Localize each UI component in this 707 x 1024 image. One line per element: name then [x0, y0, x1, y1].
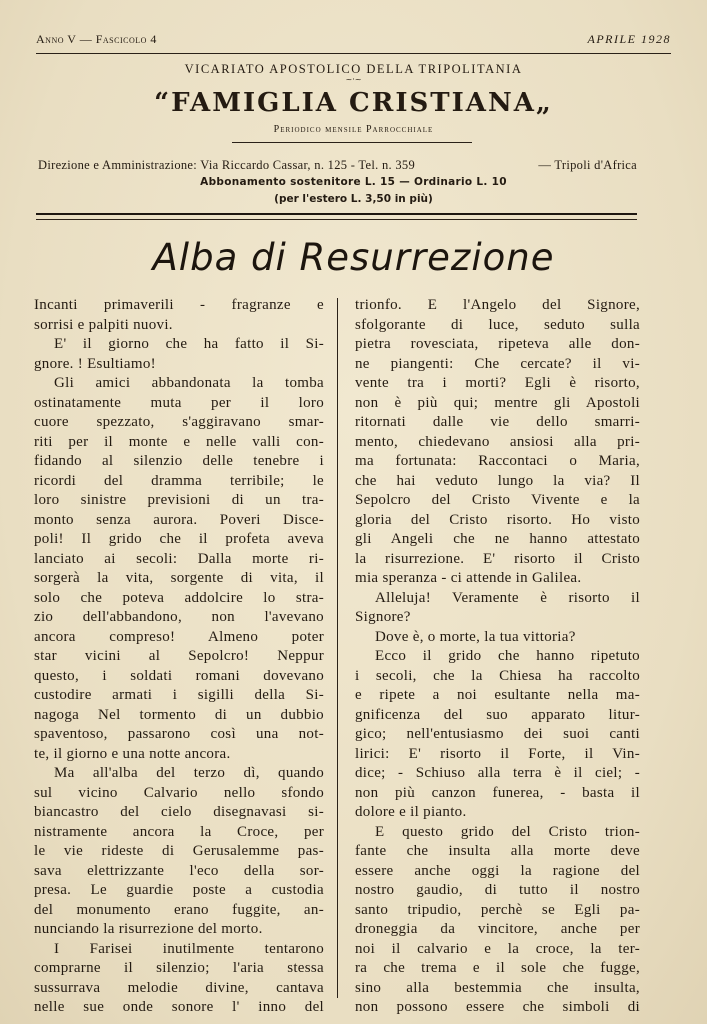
article-line: gli Angeli che ne hanno attestato: [355, 531, 640, 547]
article-line: trionfo. E l'Angelo del Signore,: [355, 297, 640, 313]
article-line: mia speranza - ci attende in Galilea.: [355, 570, 582, 586]
article-line: poli! Il grido che il profeta aveva: [34, 531, 324, 547]
article-line: Incanti primaverili - fragranze e: [34, 297, 324, 313]
article-line: gloria del Cristo risorto. Ho visto: [355, 511, 640, 528]
article-line: zio dell'abbandono, non l'avevano: [34, 609, 324, 625]
issue-line: [36, 30, 671, 50]
masthead-title: “FAMIGLIA CRISTIANA„: [154, 88, 553, 118]
article-line: le vie rideste di Gerusalemme pas-: [34, 843, 324, 859]
article-line: nagoga Nel tormento di un dubbio: [34, 706, 324, 723]
issue-number: Anno V — Fascicolo 4: [36, 32, 157, 46]
article-line: ostinatamente muta per il loro: [34, 394, 324, 411]
article-line: ma fortunata: Raccontaci o Maria,: [355, 453, 640, 469]
article-line: nistramente ancora la Croce, per: [34, 823, 324, 840]
article-line: riti per il monte e nelle valli con-: [34, 433, 324, 450]
article-line: presa. Le guardie poste a custodia: [34, 882, 324, 898]
article-line: Alleluja! Veramente è risorto il: [375, 589, 640, 606]
article-line: solo che poteva addolcire lo stra-: [34, 589, 324, 606]
article-line: i secoli, che la Chiesa ha raccolto: [355, 667, 640, 684]
article-line: ritornati dalle vie dello smarri-: [355, 414, 640, 430]
article-line: non più canzon funerea, - basta il: [355, 784, 640, 801]
article-line: E' il giorno che ha fatto il Si-: [54, 336, 324, 352]
ornament-flourish: ~·~: [345, 75, 362, 84]
article-line: sava elettrizzante l'eco della sor-: [34, 862, 324, 879]
article-line: Sepolcro del Cristo Vivente e la: [355, 492, 640, 508]
article-line: gnificenza del suo apparato litur-: [355, 706, 640, 723]
article-line: Ecco il grido che hanno ripetuto: [375, 648, 640, 664]
article-line: nunciando la risurrezione del morto.: [34, 921, 263, 937]
article-line: ne piangenti: Che cercate? il vi-: [355, 355, 640, 372]
article-line: cuore spezzato, s'aggiravano smar-: [34, 414, 324, 430]
article-line: fante che insulta alla morte deve: [355, 843, 640, 859]
article-line: loro sinistre previsioni di un tra-: [34, 492, 324, 508]
article-line: non è più qui; mentre gli Apostoli: [355, 394, 640, 411]
article-line: nelle sue onde sonore l' inno del: [34, 999, 324, 1015]
foreign-subscription-line: (per l'estero L. 3,50 in più): [274, 193, 433, 205]
article-line: santo tripudio, perchè se Egli pa-: [355, 901, 640, 918]
article-line: Gli amici abbandonata la tomba: [54, 375, 324, 391]
article-column-right: [355, 296, 640, 1018]
article-line: Ma all'alba del terzo dì, quando: [54, 765, 324, 781]
top-rule: [36, 53, 671, 54]
article-line: questo, i soldati romani dovevano: [34, 667, 324, 684]
article-line: dice; - Schiuso alla terra è il ciel; -: [355, 765, 640, 781]
article-line: sussurrava melodie divine, cantava: [34, 979, 324, 996]
article-column-left: [34, 296, 324, 1018]
article-line: dolore e il pianto.: [355, 804, 467, 820]
article-title: Alba di Resurrezione: [152, 236, 555, 279]
article-line: sfolgorante di luce, seduto sulla: [355, 316, 640, 333]
article-line: che hai veduto lungo la via? Il: [355, 472, 640, 489]
article-line: sino alla bestemmia che insulta,: [355, 979, 640, 996]
article-line: ra che trema e il sole che fugge,: [355, 960, 640, 976]
issue-date: APRILE 1928: [587, 32, 671, 46]
address-text: Direzione e Amministrazione: Via Riccardo Cassar, n. 125 - Tel. n. 359: [38, 158, 416, 172]
article-line: gico; nell'entusiasmo dei suoi canti: [355, 726, 640, 742]
header-thick-rule: [36, 213, 637, 215]
article-line: I Farisei inutilmente tentarono: [54, 940, 324, 957]
article-line: lanciato ai secoli: Dalla morte ri-: [34, 550, 324, 567]
article-line: Signore?: [355, 609, 411, 625]
article-line: spaventoso, passarono così una not-: [34, 726, 324, 742]
subscription-line: Abbonamento sostenitore L. 15 — Ordinario L. 10: [200, 176, 507, 188]
masthead-subtitle: Periodico mensile Parrocchiale: [273, 124, 434, 135]
article-line: sul vicino Calvario nello sfondo: [34, 784, 324, 801]
article-line: star vicini al Sepolcro! Neppur: [34, 648, 324, 664]
article-line: ricordi del dramma terribile; le: [34, 472, 324, 489]
article-line: Dove è, o morte, la tua vittoria?: [375, 628, 576, 645]
article-line: non possono essere che simboli di: [355, 999, 640, 1015]
article-line: nostro gaudio, di tutto il nostro: [355, 882, 640, 898]
header-thin-rule: [36, 219, 637, 220]
article-line: e ripete a noi esultante nella ma-: [355, 687, 640, 703]
article-line: E questo grido del Cristo trion-: [375, 823, 640, 840]
column-divider: [337, 298, 338, 998]
article-line: comprarne il silenzio; l'aria stessa: [34, 960, 324, 976]
article-line: mento, chiedevano ansiosi alla pri-: [355, 433, 640, 450]
article-line: ancora compreso! Almeno poter: [34, 628, 324, 645]
article-line: vente tra i morti? Egli è risorto,: [355, 375, 640, 391]
article-line: gnore. ! Esultiamo!: [34, 355, 156, 372]
article-line: te, il giorno e una notte ancora.: [34, 745, 231, 762]
article-line: essere anche oggi la ragione del: [355, 862, 640, 879]
article-line: del monumento erano fuggite, an-: [34, 901, 324, 918]
article-line: fidando al silenzio delle tenebre i: [34, 453, 324, 469]
article-line: custodire armati i sigilli della Si-: [34, 687, 324, 703]
article-line: droneggia da vincitore, anche per: [355, 921, 640, 937]
publisher-line: VICARIATO APOSTOLICO DELLA TRIPOLITANIA: [184, 62, 523, 76]
article-line: la risurrezione. E' risorto il Cristo: [355, 550, 640, 567]
article-line: sorgerà la vita, sorgente di vita, il: [34, 570, 324, 586]
article-line: sorrisi e palpiti nuovi.: [34, 316, 173, 333]
article-line: biancastro del cielo disegnavasi si-: [34, 804, 324, 820]
article-line: pietra rovesciata, ripeteva alle don-: [355, 336, 640, 352]
article-line: lirici: E' risorto il Forte, il Vin-: [355, 745, 640, 762]
article-line: monto senza aurora. Poveri Disce-: [34, 511, 324, 528]
address-city: — Tripoli d'Africa: [538, 158, 637, 172]
masthead-rule: [232, 142, 472, 143]
article-line: noi il calvario e la croce, la ter-: [355, 940, 640, 957]
